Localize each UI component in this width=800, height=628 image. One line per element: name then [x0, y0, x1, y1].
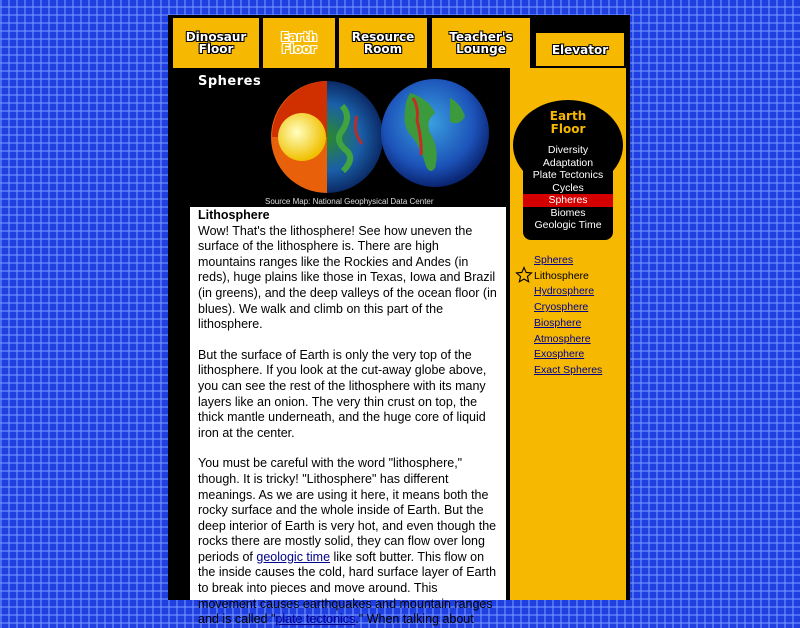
tab-label: Elevator [551, 42, 609, 57]
sphere-link[interactable]: Hydrosphere [534, 285, 595, 298]
tab-label: Dinosaur [185, 30, 247, 44]
sphere-link[interactable]: Exosphere [534, 348, 585, 361]
star-icon [515, 266, 533, 284]
sphere-link-current[interactable]: Lithosphere [534, 269, 589, 282]
tab-resource-room[interactable] [339, 18, 427, 68]
article-panel [190, 207, 506, 627]
floor-menu-item[interactable]: Cycles [552, 181, 584, 194]
tab-elevator[interactable] [536, 33, 624, 66]
floor-menu-item[interactable]: Diversity [547, 144, 589, 156]
tab-label: Room [363, 42, 403, 56]
tab-earth-floor[interactable] [263, 18, 335, 68]
floor-menu-item[interactable]: Biomes [550, 206, 586, 219]
floor-menu-item-active[interactable]: Spheres [523, 194, 613, 207]
topography-globe-image [380, 78, 490, 188]
floor-title: Earth Floor [549, 109, 587, 136]
cutaway-globe-image [272, 76, 376, 198]
tab-dinosaur-floor[interactable] [173, 18, 259, 68]
tab-label: Teacher's [449, 30, 513, 44]
plate-tectonics-link[interactable]: plate tectonics [275, 612, 356, 627]
tab-label: Earth [280, 30, 318, 44]
geologic-time-link[interactable]: geologic time [256, 549, 331, 564]
sphere-link[interactable]: Atmosphere [534, 332, 591, 345]
sphere-link[interactable]: Cryosphere [534, 301, 589, 314]
tab-teachers-lounge[interactable] [432, 18, 530, 68]
article-heading: Lithosphere [198, 208, 270, 222]
floor-menu-item[interactable]: Adaptation [542, 156, 594, 169]
article-paragraph: Wow! That's the lithosphere! See how uneven the surface of the lithosphere is. There are high mountains ranges like the Rockies and Andes (in reds), huge plains like those in Texas, Iowa and Brazil (in greens), and the deep valleys of the ocean floor (in blues). We walk and climb on this part of the lithosphere. [198, 223, 497, 332]
tab-label: Floor [281, 42, 317, 56]
image-source-caption: Source Map: National Geophysical Data Center [265, 197, 434, 206]
tab-label: Resource [351, 30, 415, 44]
sphere-link[interactable]: Biosphere [534, 316, 582, 329]
floor-menu-item[interactable]: Plate Tectonics [532, 169, 604, 181]
sphere-links [534, 253, 602, 379]
tab-label: Lounge [456, 42, 506, 56]
sphere-link[interactable]: Exact Spheres [534, 363, 603, 376]
floor-menu [523, 144, 613, 232]
article-paragraph: You must be careful with the word "lithosphere," though. It is tricky! "Lithosphere" has different meanings. As we are using it here, it means both the rocky surface and the whole inside of Earth. But the deep interior of Earth is very hot, and even though the rocks there are mostly solid, they can flow over long periods of geologic time like soft butter. This flow on the inside causes the cold, hard surface layer of Earth to break into pieces and move around. This movement causes earthquakes and mountain ranges and is called "plate tectonics." When talking about [198, 456, 497, 627]
sphere-link[interactable]: Spheres [534, 254, 574, 266]
article-paragraph: But the surface of Earth is only the very top of the lithosphere. If you look at the cut-away globe above, you can see the rest of the lithosphere with its many layers like an onion. The very thin crust on top, the thick mantle underneath, and the huge core of liquid iron at the center. [198, 347, 487, 440]
page-title: Spheres [198, 74, 262, 89]
floor-menu-item[interactable]: Geologic Time [534, 219, 602, 231]
tab-label: Floor [198, 42, 234, 56]
